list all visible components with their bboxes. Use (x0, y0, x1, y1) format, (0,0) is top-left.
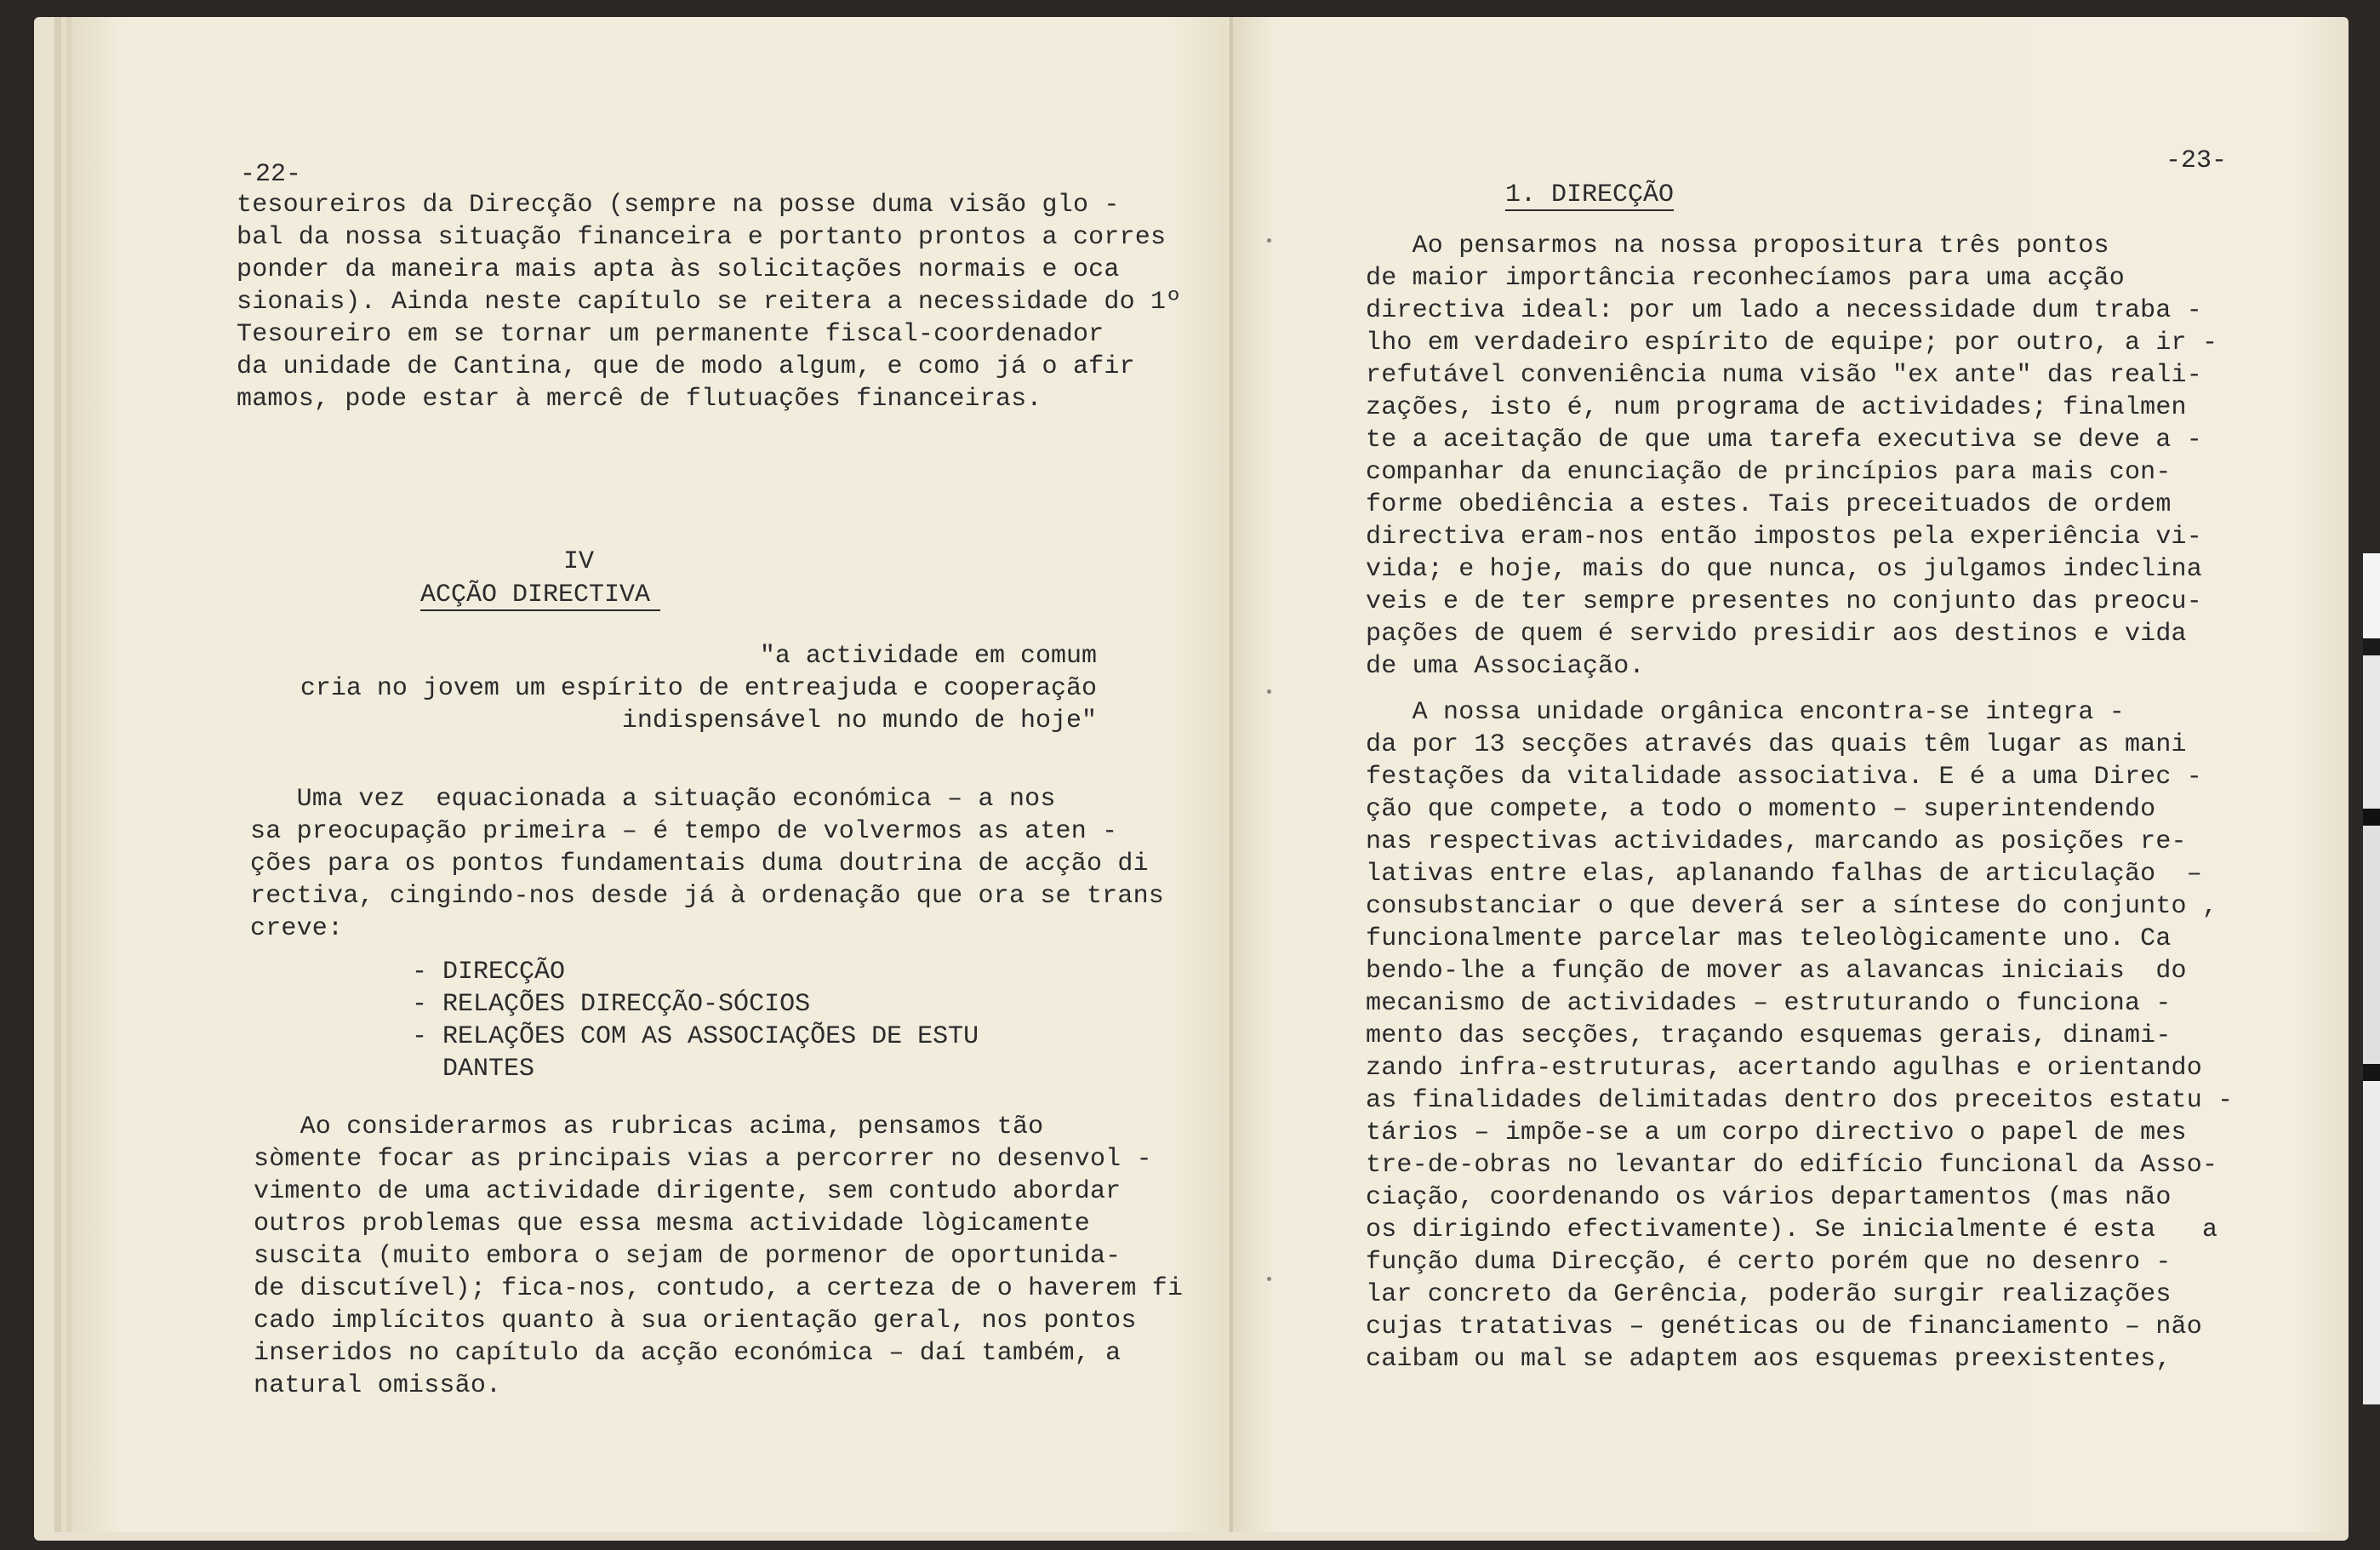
text-line: Tesoureiro em se tornar um permanente fiscal-coordenador (237, 320, 1104, 349)
text-line: função duma Direcção, é certo porém que no desenro - (1366, 1248, 2172, 1277)
text-line: refutável conveniência numa visão "ex ante" das reali- (1366, 361, 2202, 390)
text-line: da por 13 secções através das quais têm lugar as mani (1366, 730, 2187, 759)
text-line: suscita (muito embora o sejam de pormenor de oportunida- (254, 1242, 1122, 1271)
text-line: sionais). Ainda neste capítulo se reitera a necessidade do 1º (237, 288, 1182, 317)
text-line: festações da vitalidade associativa. E é a uma Direc - (1366, 763, 2202, 792)
text-line: nas respectivas actividades, marcando as posições re- (1366, 827, 2187, 856)
text-line: sa preocupação primeira – é tempo de volvermos as aten - (250, 817, 1118, 846)
scan-calibration-strip (2363, 553, 2380, 1404)
text-line: veis e de ter sempre presentes no conjunto das preocu- (1366, 587, 2202, 616)
list-item: DANTES (412, 1055, 535, 1084)
section-list (412, 956, 979, 1085)
list-item: - RELAÇÕES COM AS ASSOCIAÇÕES DE ESTU (412, 1022, 979, 1051)
epigraph-line: "a actividade em comum (759, 642, 1097, 671)
text-line: vimento de uma actividade dirigente, sem contudo abordar (254, 1177, 1122, 1206)
text-line: de maior importância reconhecíamos para uma acção (1366, 264, 2125, 293)
margin-mark (1267, 1277, 1271, 1281)
paragraph (1366, 230, 2217, 683)
text-line: tesoureiros da Direcção (sempre na posse duma visão glo - (237, 191, 1120, 220)
text-line: inseridos no capítulo da acção económica – daí também, a (254, 1339, 1122, 1368)
text-line: funcionalmente parcelar mas teleològicamente uno. Ca (1366, 924, 2172, 953)
margin-mark (1267, 238, 1271, 243)
open-book (34, 17, 2349, 1541)
text-line: rectiva, cingindo-nos desde já à ordenação que ora se trans (250, 882, 1164, 911)
text-line: ção que compete, a todo o momento – superintendendo (1366, 795, 2156, 824)
page-number: -23- (2166, 146, 2228, 175)
text-line: tários – impõe-se a um corpo directivo o papel de mes (1366, 1118, 2187, 1147)
text-line: directiva ideal: por um lado a necessidade dum traba - (1366, 296, 2202, 325)
text-line: cujas tratativas – genéticas ou de financiamento – não (1366, 1313, 2202, 1341)
text-line: tre-de-obras no levantar do edifício funcional da Asso- (1366, 1151, 2218, 1180)
paragraph (237, 189, 1181, 415)
paragraph (254, 1111, 1183, 1402)
right-page (1233, 17, 2339, 1532)
text-line: pações de quem é servido presidir aos destinos e vida (1366, 620, 2187, 649)
text-line: directiva eram-nos então impostos pela experiência vi- (1366, 523, 2202, 552)
text-line: as finalidades delimitadas dentro dos preceitos estatu - (1366, 1086, 2234, 1115)
text-line: mamos, pode estar à mercê de flutuações financeiras. (237, 385, 1042, 414)
text-line: forme obediência a estes. Tais preceituados de ordem (1366, 490, 2172, 519)
text-line: zando infra-estruturas, acertando agulhas e orientando (1366, 1054, 2202, 1083)
text-line: bendo-lhe a função de mover as alavancas iniciais do (1366, 957, 2187, 986)
margin-mark (1267, 689, 1271, 694)
text-line: mento das secções, traçando esquemas gerais, dinami- (1366, 1021, 2172, 1050)
text-line: consubstanciar o que deverá ser a síntese do conjunto , (1366, 892, 2218, 921)
text-line: lativas entre elas, aplanando falhas de articulação – (1366, 860, 2202, 889)
text-line: caibam ou mal se adaptem aos esquemas preexistentes, (1366, 1345, 2172, 1374)
section-heading: 1. DIRECÇÃO (1505, 180, 1675, 209)
text-line: de uma Associação. (1366, 652, 1645, 681)
section-title: ACÇÃO DIRECTIVA (420, 581, 660, 611)
epigraph-line: cria no jovem um espírito de entreajuda e cooperação (300, 674, 1097, 703)
text-line: vida; e hoje, mais do que nunca, os julgamos indeclina (1366, 555, 2202, 584)
text-line: zações, isto é, num programa de actividades; finalmen (1366, 393, 2187, 422)
text-line: Ao pensarmos na nossa propositura três pontos (1366, 232, 2109, 260)
text-line: de discutível); fica-nos, contudo, a certeza de o haverem fi (254, 1274, 1184, 1303)
list-item: - RELAÇÕES DIRECÇÃO-SÓCIOS (412, 990, 811, 1019)
text-line: ciação, coordenando os vários departamentos (mas não (1366, 1183, 2172, 1212)
text-line: Ao considerarmos as rubricas acima, pensamos tão (254, 1112, 1044, 1141)
text-line: bal da nossa situação financeira e portanto prontos a corres (237, 223, 1167, 252)
text-line: creve: (250, 914, 344, 943)
paragraph (250, 783, 1164, 945)
epigraph-line: indispensável no mundo de hoje" (621, 706, 1097, 735)
text-line: da unidade de Cantina, que de modo algum, e como já o afir (237, 352, 1135, 381)
text-line: mecanismo de actividades – estruturando o funciona - (1366, 989, 2172, 1018)
page-number: -22- (240, 160, 302, 189)
section-number: IV (563, 547, 595, 576)
text-line: natural omissão. (254, 1371, 502, 1400)
epigraph (300, 640, 1097, 737)
text-line: lar concreto da Gerência, poderão surgir realizações (1366, 1280, 2172, 1309)
text-line: sòmente focar as principais vias a percorrer no desenvol - (254, 1145, 1152, 1174)
text-line: cado implícitos quanto à sua orientação geral, nos pontos (254, 1307, 1137, 1336)
text-line: ções para os pontos fundamentais duma doutrina de acção di (250, 849, 1149, 878)
text-line: Uma vez equacionada a situação económica – a nos (250, 785, 1056, 814)
text-line: lho em verdadeiro espírito de equipe; por outro, a ir - (1366, 329, 2218, 357)
list-item: - DIRECÇÃO (412, 958, 566, 987)
text-line: outros problemas que essa mesma actividade lògicamente (254, 1210, 1090, 1238)
text-line: ponder da maneira mais apta às solicitações normais e oca (237, 255, 1120, 284)
text-line: os dirigindo efectivamente). Se inicialmente é esta a (1366, 1215, 2218, 1244)
text-line: companhar da enunciação de princípios para mais con- (1366, 458, 2172, 487)
paragraph (1366, 696, 2233, 1376)
text-line: te a aceitação de que uma tarefa executiva se deve a - (1366, 426, 2202, 455)
left-page (71, 17, 1233, 1532)
text-line: A nossa unidade orgânica encontra-se integra - (1366, 698, 2125, 727)
